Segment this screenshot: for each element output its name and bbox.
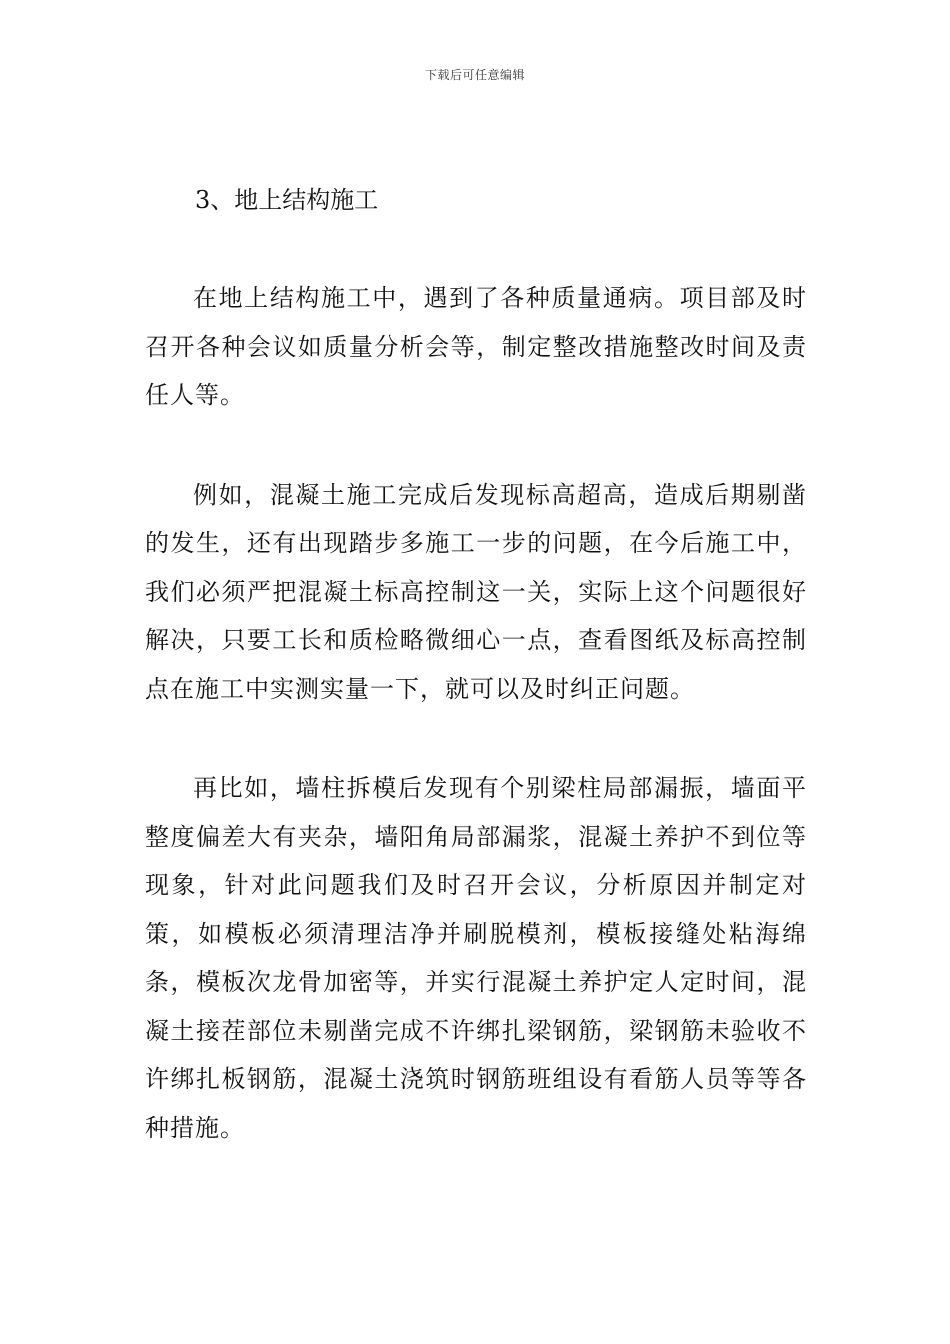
spacer	[145, 420, 807, 471]
spacer	[145, 224, 807, 274]
document-body	[145, 176, 807, 1152]
paragraph-1: 在地上结构施工中，遇到了各种质量通病。项目部及时召开各种会议如质量分析会等，制定整改措施整改时间及责任人等。	[145, 284, 807, 409]
section-heading: 3、地上结构施工	[195, 186, 379, 214]
paragraph-3: 再比如，墙柱拆模后发现有个别梁柱局部漏振，墙面平整度偏差大有夹杂，墙阳角局部漏浆，混凝土养护不到位等现象，针对此问题我们及时召开会议，分析原因并制定对策，如模板必须清理洁净并刷脱模剂，模板接缝处粘海绵条，模板次龙骨加密等，并实行混凝土养护定人定时间，混凝土接茬部位未剔凿完成不许绑扎梁钢筋，梁钢筋未验收不许绑扎板钢筋，混凝土浇筑时钢筋班组设有看筋人员等等各种措施。	[145, 774, 807, 1142]
page-header: 下载后可任意编辑	[424, 68, 525, 82]
spacer	[145, 713, 807, 764]
paragraph-2: 例如，混凝土施工完成后发现标高超高，造成后期剔凿的发生，还有出现踏步多施工一步的问题，在今后施工中，我们必须严把混凝土标高控制这一关，实际上这个问题很好解决，只要工长和质检略微细心一点，查看图纸及标高控制点在施工中实测实量一下，就可以及时纠正问题。	[145, 480, 807, 703]
